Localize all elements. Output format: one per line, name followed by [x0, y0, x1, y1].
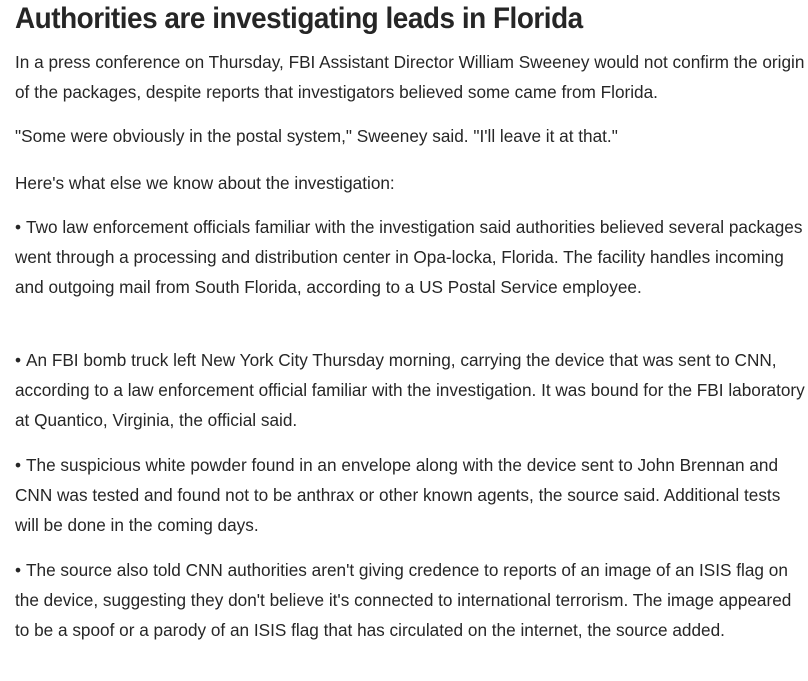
- bullet-item-isis-flag: [15, 555, 805, 645]
- bullet-item-white-powder: [15, 450, 805, 540]
- bullet-icon: •: [15, 455, 22, 475]
- paragraph-press-conference: In a press conference on Thursday, FBI Assistant Director William Sweeney would not confirm the origin of the packages, despite reports that investigators believed some came from Florida.: [15, 52, 805, 102]
- bullet-item-bomb-truck: [15, 345, 805, 435]
- bullet-item-opa-locka: [15, 212, 805, 302]
- paragraph-intro-list: Here's what else we know about the investigation:: [15, 173, 395, 193]
- article-headline: Authorities are investigating leads in Florida: [15, 2, 583, 35]
- paragraph-sweeney-quote: "Some were obviously in the postal system," Sweeney said. "I'll leave it at that.": [15, 126, 618, 146]
- bullet-text: An FBI bomb truck left New York City Thursday morning, carrying the device that was sent to CNN, according to a law enforcement official familiar with the investigation. It was bound for the FBI laboratory at Quantico, Virginia, the official said.: [15, 350, 805, 430]
- bullet-text: Two law enforcement officials familiar with the investigation said authorities believed several packages went through a processing and distribution center in Opa-locka, Florida. The facility handles incoming and outgoing mail from South Florida, according to a US Postal Service employee.: [15, 217, 803, 297]
- bullet-icon: •: [15, 217, 22, 237]
- bullet-text: The suspicious white powder found in an envelope along with the device sent to John Brennan and CNN was tested and found not to be anthrax or other known agents, the source said. Additional tests will be done in the coming days.: [15, 455, 781, 535]
- bullet-icon: •: [15, 350, 22, 370]
- bullet-icon: •: [15, 560, 22, 580]
- bullet-text: The source also told CNN authorities aren't giving credence to reports of an image of an ISIS flag on the device, suggesting they don't believe it's connected to international terrorism. The image appeared to be a spoof or a parody of an ISIS flag that has circulated on the internet, the source added.: [15, 560, 792, 640]
- article-body: [15, 0, 805, 640]
